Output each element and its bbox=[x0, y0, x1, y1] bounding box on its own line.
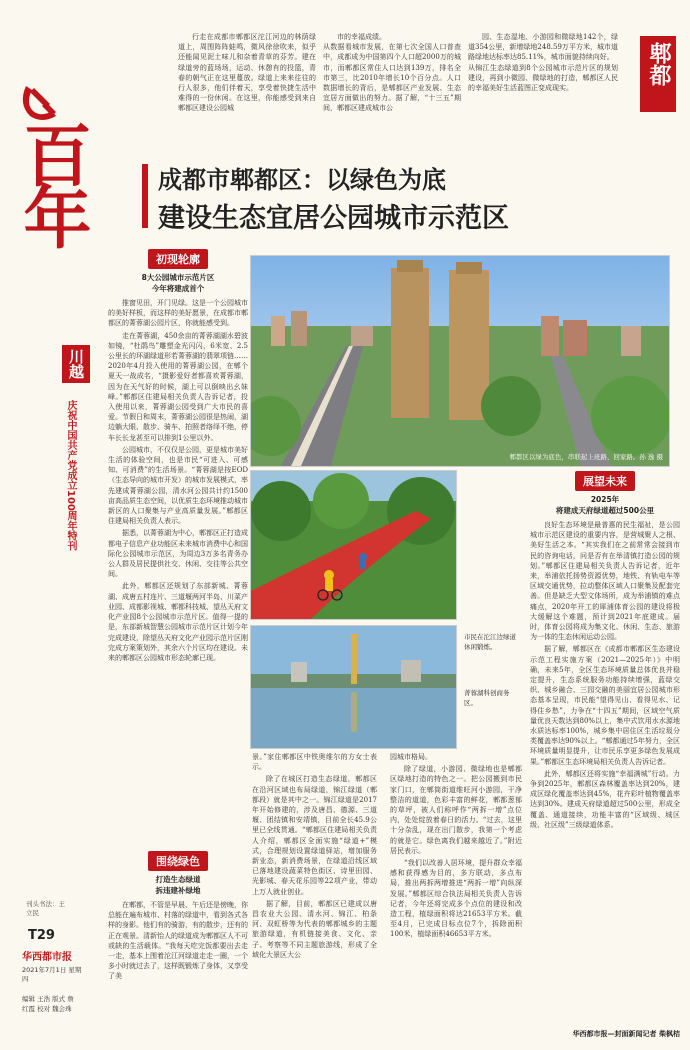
greenway-photo bbox=[250, 470, 457, 620]
main-photo-caption: 郫都区以绿为底色，串联起上班路、回家路。孙 逸 摄 bbox=[509, 453, 663, 461]
paragraph: 园城市格局。 bbox=[390, 753, 432, 761]
paragraph: 据了解，目前，郫都区已建成以唐昌农业大公园、清水河、锦江、柏条河、双虹桥等为代表的郫都城乡的主题旅游绿道，有机链接美食、文化、亲子、考察等不同主题旅游线，形成了全域化大景区大公 bbox=[252, 899, 377, 959]
top-column-1 bbox=[178, 32, 316, 150]
paragraph: 据悉，以菁蓉湖为中心，郫都区正打造成都电子信息产业功能区未来城市消费中心和国际化公园城市示范区，为周边3万多名青务办公人群及居民提供社交、休闲、交往等公共空间。 bbox=[108, 529, 248, 579]
paragraph: 除了在城区打造生态绿道，郫都区在沿河区域也布局绿道，锦江绿道（郫都段）就是其中之一。锦江绿道是2017年开始修建的，涉及唐昌、德源、三道堰、团结镇和安靖镇，目前全长45.9公里已全线贯通。“郫都区住建局相关负责人介绍，郫都区全面实施“绿道+”模式，合理规划设置绿道驿站，增加服务新业态，新消费场景，在绿道沿线区域已落地建设蔬菜特色街区、诗里田园、光影城、春天花乐园等22项产业，带动上万人就业创业。 bbox=[252, 775, 377, 896]
headline bbox=[110, 158, 680, 238]
paragraph: 走在菁蓉湖，450余亩的菁蓉湖湖水碧波如镜，“杜鹃鸟”雕塑金光闪闪，6米宽、2.5公里长的环湖绿道形若菁蓉湖的翡翠项链……2020年4月投入使用的菁蓉湖公园，在郫个夏天一战成名，“摄影爱好者都喜欢菁蓉湖，因为在天气好的时候，湖上可以倒映出幺妹峰。”郫都区住建局相关负责人告诉记者，投入使用以来，菁蓉湖公园受到广大市民的喜爱。节假日和周末，菁蓉湖公园很是热闹，湖边躺大眼、散步、骑车、拍照者络绎不绝，停车长长龙甚至可以排到1公里以外。 bbox=[108, 331, 248, 442]
section-3-sub-2: 将建成天府绿道超过500公里 bbox=[555, 506, 655, 515]
region-badge bbox=[640, 36, 676, 112]
party-emblem-icon bbox=[16, 78, 62, 124]
top-column-2-text: 市的幸福成绩。 从数据看城市发展，在第七次全国人口普查中，成都成为中国第四个人口超2000万的城市，而郫都区常住人口达到139万，排名全市第三，比2010年增长10个百分点。人口数据增长的背后，是郫都区产业发展、生态宜居方面做出的努力。据了解，“十三五”期间，郫都区建成城市公 bbox=[323, 33, 461, 113]
headline-bar bbox=[142, 164, 148, 228]
paragraph: 据了解，郫都区在《成都市郫都区生态建设示范工程实施方案（2021—2025年）》中明确，未来5年，全区生态环境质量总体优良并稳定提升，生态系统服务功能持续增强，蓝绿交织、城乡融合、三园交融的美丽宜居公园城市形态基本呈现，市民能“望得见山、看得见水、记得住乡愁”，力争在“十四五”期间，区域空气质量优良天数达到80%以上，集中式饮用水水源地水质达标率100%，城乡集中居住区生活垃圾分类覆盖率达90%以上。“郫都通过5年努力，全区环境质量明显提升，让市民乐享更多绿色发展成果。”郫都区生态环境局相关负责人告诉记者。 bbox=[530, 645, 680, 766]
section-3-sub-1: 2025年 bbox=[590, 495, 620, 504]
paragraph: 良好生态环境是最普惠的民生福祉，是公园城市示范区建设的重要内容，是营城聚人之根、美好生活之本。“其实我们在之前常常会接到市民的咨询电话，问是否有在举清镇打造公园的规划。”郫都区住建局相关负责人告诉记者，近年来，举浦依托扬势资源优势，地铁、有轨电车等区域交通优势，拉动整体区域人口聚集及配套完善。但是缺乏大型文体场所，成为举浦镇的难点痛点，2020年开工的犀浦体育公园的建设将极大缓解这个难题，预计到2021年底建成。届时，体育公园将成为集文化、休闲、生态、旅游为一体的生态休闲运动公园。 bbox=[530, 521, 680, 642]
paragraph: 除了绿道，小游园、微绿地也是郫都区绿地打造的特色之一。把公园搬到市民家门口，在郫筒街道维旺河小游园，干净整洁的道道，色彩丰富的鲜花，郫都葱郁的草坪，被人们称呼作“两拆一增”点位内，处处绽放着春日的活力。“过去，这里十分杂乱，现在出门散步，我第一个考虑的就是它。绿色离我们越来越近了。”附近居民表示。 bbox=[390, 765, 522, 855]
city-skyline-image bbox=[251, 256, 669, 466]
section-2-sub-2: 拆违建补绿地 bbox=[155, 886, 201, 895]
paragraph: 此外，郫都区还规划了东部新城、菁蓉湖、成唐五村连片、三道堰两河半岛、川菜产业园、成都影视城、郫都科技城、望丛天府文化产业园8个公园城市示范片区。值得一提的是，东部新城智慧公园城市示范片区计划今年完成建设，除望丛天府文化产业园示范片区刚完成方案策划外，其余六个片区均在建设。未来的郫都区公园城市形态轮廓已现。 bbox=[108, 582, 248, 662]
section-1 bbox=[108, 248, 248, 848]
headline-line-1: 成都市郫都区：以绿色为底 bbox=[158, 165, 446, 194]
section-2-body bbox=[108, 900, 248, 1040]
chuan-yue-tag: 川越 bbox=[62, 345, 90, 383]
top-column-2 bbox=[323, 32, 461, 150]
main-photo bbox=[250, 255, 670, 467]
left-banner bbox=[0, 0, 95, 1050]
section-3-label: 展望未来 bbox=[575, 471, 635, 491]
section-1-label: 初现轮廓 bbox=[148, 249, 208, 269]
calligraphy-credit: 刊头书法：王立民 bbox=[26, 900, 65, 917]
section-3-byline: 华西都市报—封面新闻记者 柴枫桔 bbox=[572, 1030, 680, 1038]
paragraph: “我们以改善人居环境，提升群众幸福感和获得感为目的，多方联动，多点布局，推出两拆两增推进“两拆一增”向纵深发展。”郫都区综合执法局相关负责人告诉记者，今年还将完成多个点位的建设和改造工程，植绿面积将达21653平方米。截至4月，已完成目标点位7个，拆除面积100米，植绿面积46653平方米。 bbox=[390, 859, 522, 939]
greenway-photo-caption: 市民在沱江边绿道休闲锻炼。 bbox=[464, 633, 516, 651]
paragraph: 景。”家住郫都区中铁奥维尔的方女士表示。 bbox=[252, 753, 377, 772]
cyclists-greenway-image bbox=[251, 471, 456, 619]
lake-caption-box bbox=[456, 688, 522, 708]
lake-photo-caption: 菁蓉湖科创商务区。 bbox=[464, 689, 510, 707]
section-2-sub-1: 打造生态绿道 bbox=[155, 875, 201, 884]
issue-date: 2021年7月1日 星期四 bbox=[22, 966, 82, 983]
centennial-title: 百年 bbox=[12, 120, 92, 244]
paragraph: 公园城市，不仅仅是公园，更是城市美好生活的体验空间，也是市民“可进入、可感知、可消费”的生活场景。“菁蓉湖是按EOD（生态导向的城市开发）的城市发展模式，率先建成菁蓉湖公园，清水河公园共计约1500亩高品质生态空间，以优质生态环境推动城市新区的人口聚集与产业高质量发展。”郫都区住建局相关负责人表示。 bbox=[108, 445, 248, 526]
section-2-label: 围绕绿色 bbox=[148, 851, 208, 871]
lake-business-district-image bbox=[251, 626, 456, 748]
paper-name: 华西都市报 bbox=[22, 952, 72, 963]
paragraph: 此外，郫都区还将实施“幸福满城”行动。力争到2025年，郫都区森林覆盖率达到20%，建成区绿化覆盖率达到45%，花卉彩叶植物覆盖率达到30%。建成天府绿道超过500公里，形成全覆盖、通道接续，功能丰富的“区域级、城区级、社区级”三级绿道体系。 bbox=[530, 769, 680, 829]
headline-line-2: 建设生态宜居公园城市示范区 bbox=[158, 203, 509, 234]
lake-photo bbox=[250, 625, 457, 749]
section-1-sub-2: 今年将建成首个 bbox=[151, 284, 205, 293]
page-number: T29 bbox=[28, 928, 55, 943]
section-3-body bbox=[530, 520, 680, 1025]
paragraph: 在郫都，不管是早晨、午后还是傍晚，你总能在遍布城市、村落的绿道中，看到各式各样的身影。他们有的骑游，有的散步，还有的正在观景。清新怡人的绿道成为郫都区人不可或缺的生活载体。“我每天吃完饭都要出去走一走，基本上围着沱江河绿道走走一圈，一个多小时就过去了，这样既锻炼了身体，又享受了美 bbox=[108, 901, 248, 981]
section-1-body bbox=[108, 298, 248, 838]
staff-credits: 编辑 王浩 版式 詹红霞 校对 魏会珠 bbox=[22, 995, 74, 1013]
section-2 bbox=[108, 850, 248, 1045]
top-column-3 bbox=[468, 32, 618, 150]
middle-column-b bbox=[390, 752, 522, 1047]
greenway-caption-box bbox=[456, 632, 522, 652]
top-column-3-text: 园、生态湿地、小游园和微绿地142个，绿道354公里，新增绿地248.59万平方米，城市道路绿地达标率达85.11%，城市面貌持续向好。 从锦江生态绿道到8个公园城市示范片区的规划建设，再到小微园、微绿地的打造，郫都区人民的幸福美好生活蓝图正变成现实。 bbox=[468, 33, 618, 93]
region-badge-text: 郫都 bbox=[646, 42, 671, 86]
section-3 bbox=[530, 470, 680, 1048]
paragraph: 推窗见田，开门见绿。这是一个公园城市的美好样板，而这样的美好愿景，在成都市郫都区的菁蓉湖公园片区，你就能感受到。 bbox=[108, 299, 248, 328]
top-column-1-text: 行走在成都市郫都区沱江河边的林荫绿道上，周围阵阵蛙鸣，微风徐徐吹来，似乎还能闻见泥土味儿和杂着青草的芬芳。建在绿道旁的蓝场场，运动、休憩有的投篮，青春的朝气正在这里蔓放。绿道上来来往往的行人很多，他们伴着天，享受着快捷生活中难得的一份休闲。在这里，你能感受到来自郫都区建设公园城 bbox=[178, 33, 316, 113]
middle-column-a bbox=[252, 752, 377, 1047]
section-1-sub-1: 8大公园城市示范片区 bbox=[141, 273, 215, 282]
anniversary-slogan: 庆祝中国共产党成立100周年特刊 bbox=[65, 400, 76, 551]
